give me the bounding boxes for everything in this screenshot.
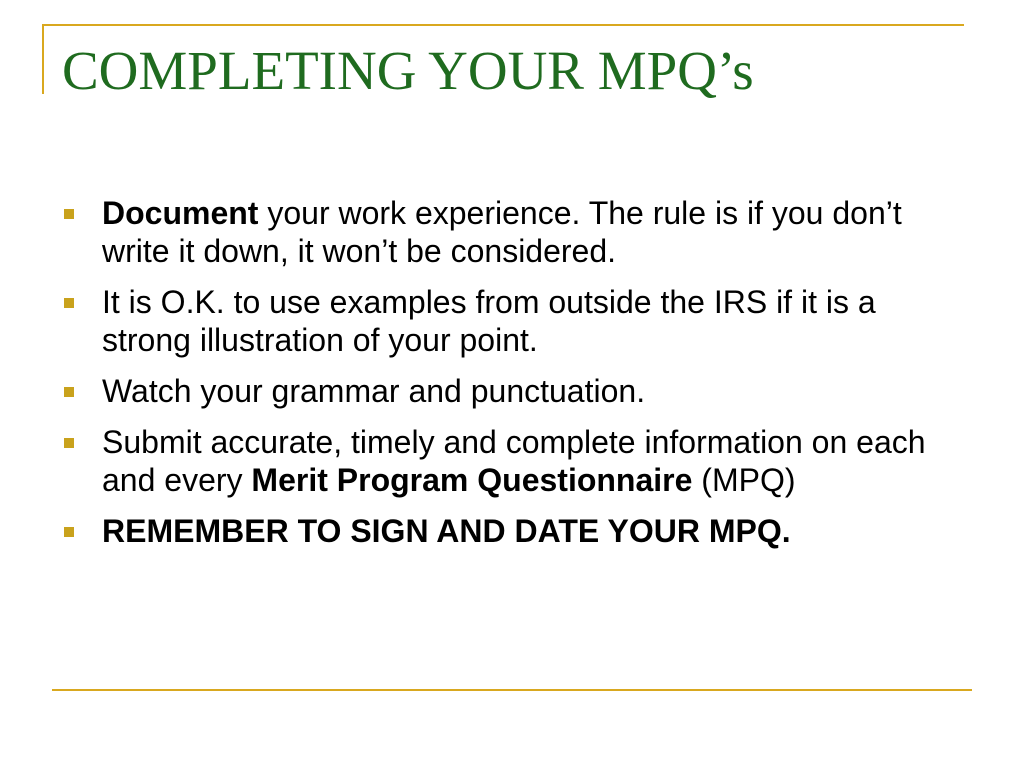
bullet-text xyxy=(102,424,926,498)
bullet-item-examples xyxy=(62,283,962,359)
bold-term: Merit Program Questionnaire xyxy=(251,462,693,498)
bullet-text xyxy=(102,513,791,549)
slide-title: COMPLETING YOUR MPQ’s xyxy=(62,40,754,101)
bold-reminder: REMEMBER TO SIGN AND DATE YOUR MPQ. xyxy=(102,513,791,549)
square-bullet-icon xyxy=(64,387,74,397)
bold-term: Document xyxy=(102,195,259,231)
bullet-text-segment: your work experience. The rule is if you don’t write it down, it won’t be considered. xyxy=(102,195,902,269)
square-bullet-icon xyxy=(64,298,74,308)
square-bullet-icon xyxy=(64,527,74,537)
bullet-item-remember xyxy=(62,512,962,550)
bullet-text: Watch your grammar and punctuation. xyxy=(102,373,646,409)
bullet-list xyxy=(62,194,962,563)
bullet-text: It is O.K. to use examples from outside the IRS if it is a strong illustration of your point. xyxy=(102,284,876,358)
square-bullet-icon xyxy=(64,438,74,448)
left-border-line xyxy=(42,24,44,94)
bullet-text xyxy=(102,195,902,269)
bullet-item-submit xyxy=(62,423,962,499)
bullet-item-grammar xyxy=(62,372,962,410)
square-bullet-icon xyxy=(64,209,74,219)
bullet-text-segment: Submit accurate, timely and complete information on each and every xyxy=(102,424,926,498)
bullet-item-document xyxy=(62,194,962,270)
top-border-line xyxy=(42,24,964,26)
bullet-text-segment: (MPQ) xyxy=(692,462,796,498)
bottom-border-line xyxy=(52,689,972,691)
